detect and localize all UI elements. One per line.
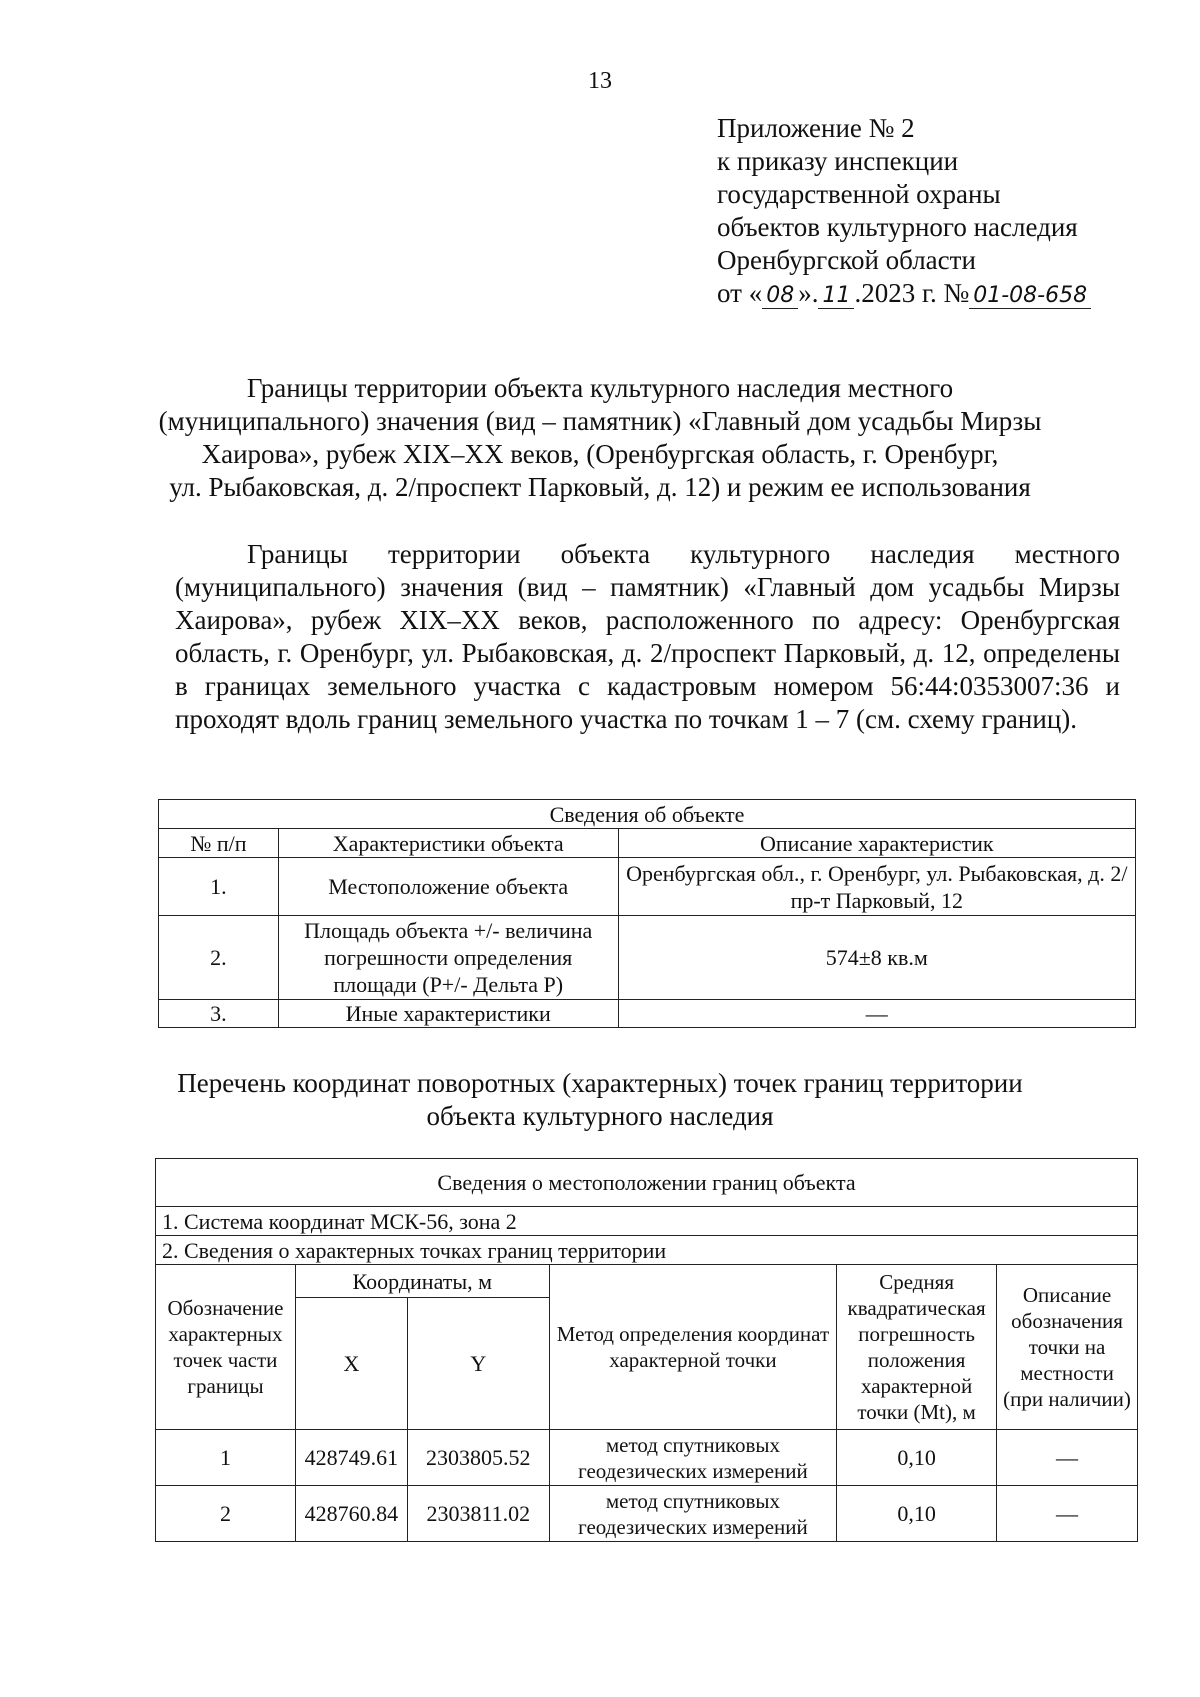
row-number: 2.: [159, 916, 279, 1000]
coordinates-table: [155, 1158, 1138, 1542]
document-title: [150, 372, 1050, 504]
table-row: [159, 858, 1136, 916]
row-characteristic: Иные характеристики: [278, 1000, 618, 1028]
table-row: [156, 1486, 1138, 1542]
point-error: 0,10: [837, 1430, 997, 1486]
coordinates-heading: [150, 1067, 1050, 1133]
point-description: —: [997, 1430, 1138, 1486]
row-description: Оренбургская обл., г. Оренбург, ул. Рыбаковская, д. 2/ пр-т Парковый, 12: [618, 858, 1135, 916]
point-error: 0,10: [837, 1486, 997, 1542]
row-characteristic: Площадь объекта +/- величина погрешности определения площади (P+/- Дельта P): [278, 916, 618, 1000]
point-id: 2: [156, 1486, 296, 1542]
table1-header-characteristic: Характеристики объекта: [278, 829, 618, 858]
title-line-3: Хаирова», рубеж XIX–XX веков, (Оренбургская область, г. Оренбург,: [201, 439, 999, 469]
appendix-date-line: [717, 277, 1091, 310]
appendix-line-2: к приказу инспекции: [717, 146, 959, 176]
header-coordinates: Координаты, м: [295, 1265, 549, 1298]
point-y: 2303805.52: [407, 1430, 549, 1486]
appendix-line-4: объектов культурного наследия: [717, 212, 1078, 242]
coordinate-system: 1. Система координат МСК-56, зона 2: [156, 1207, 1138, 1236]
coordinates-heading-line-1: Перечень координат поворотных (характерных) точек границ территории: [177, 1068, 1023, 1098]
document-number: 01-08-658: [969, 284, 1091, 309]
object-info-table: [158, 799, 1136, 1028]
point-method: метод спутниковых геодезических измерений: [549, 1430, 836, 1486]
date-suffix: .2023 г. №: [854, 278, 970, 308]
table-row: [159, 916, 1136, 1000]
date-day: 08: [762, 284, 798, 309]
table1-caption: Сведения об объекте: [159, 800, 1136, 829]
title-line-2: (муниципального) значения (вид – памятник) «Главный дом усадьбы Мирзы: [158, 406, 1042, 436]
date-mid: ».: [798, 278, 819, 308]
points-section-title: 2. Сведения о характерных точках границ территории: [156, 1236, 1138, 1265]
table1-header-description: Описание характеристик: [618, 829, 1135, 858]
row-description: —: [618, 1000, 1135, 1028]
header-y: Y: [407, 1298, 549, 1430]
body-text: Границы территории объекта культурного наследия местного (муниципального) значения (вид – памятник) «Главный дом усадьбы Мирзы Хаирова», рубеж XIX–XX веков, расположенного по адресу: Оренбургская область, г. Оренбург, ул. Рыбаковская, д. 2/проспект Парковый, д. 12, определены в границах земельного участка с кадастровым номером 56:44:0353007:36 и проходят вдоль границ земельного участка по точкам 1 – 7 (см. схему границ).: [175, 539, 1120, 734]
row-description: 574±8 кв.м: [618, 916, 1135, 1000]
table-row: [159, 1000, 1136, 1028]
appendix-line-1: Приложение № 2: [717, 113, 915, 143]
table1-header-number: № п/п: [159, 829, 279, 858]
appendix-line-5: Оренбургской области: [717, 245, 976, 275]
table2-caption: Сведения о местоположении границ объекта: [156, 1159, 1138, 1207]
appendix-line-3: государственной охраны: [717, 179, 1001, 209]
date-prefix: от «: [717, 278, 763, 308]
row-number: 3.: [159, 1000, 279, 1028]
header-designation: Обозначение характерных точек части границы: [156, 1265, 296, 1430]
title-line-1: Границы территории объекта культурного наследия местного: [246, 373, 954, 403]
header-x: X: [295, 1298, 407, 1430]
point-x: 428760.84: [295, 1486, 407, 1542]
header-method: Метод определения координат характерной точки: [549, 1265, 836, 1430]
row-number: 1.: [159, 858, 279, 916]
header-error: Средняя квадратическая погрешность положения характерной точки (Mt), м: [837, 1265, 997, 1430]
point-id: 1: [156, 1430, 296, 1486]
appendix-header: [717, 112, 1091, 310]
point-y: 2303811.02: [407, 1486, 549, 1542]
point-x: 428749.61: [295, 1430, 407, 1486]
point-description: —: [997, 1486, 1138, 1542]
date-month: 11: [818, 284, 854, 309]
page-number: 13: [588, 68, 612, 94]
header-point-description: Описание обозначения точки на местности (при наличии): [997, 1265, 1138, 1430]
coordinates-heading-line-2: объекта культурного наследия: [426, 1101, 774, 1131]
table-row: [156, 1430, 1138, 1486]
title-line-4: ул. Рыбаковская, д. 2/проспект Парковый, д. 12) и режим ее использования: [169, 472, 1031, 502]
body-paragraph: [175, 538, 1120, 736]
point-method: метод спутниковых геодезических измерений: [549, 1486, 836, 1542]
row-characteristic: Местоположение объекта: [278, 858, 618, 916]
